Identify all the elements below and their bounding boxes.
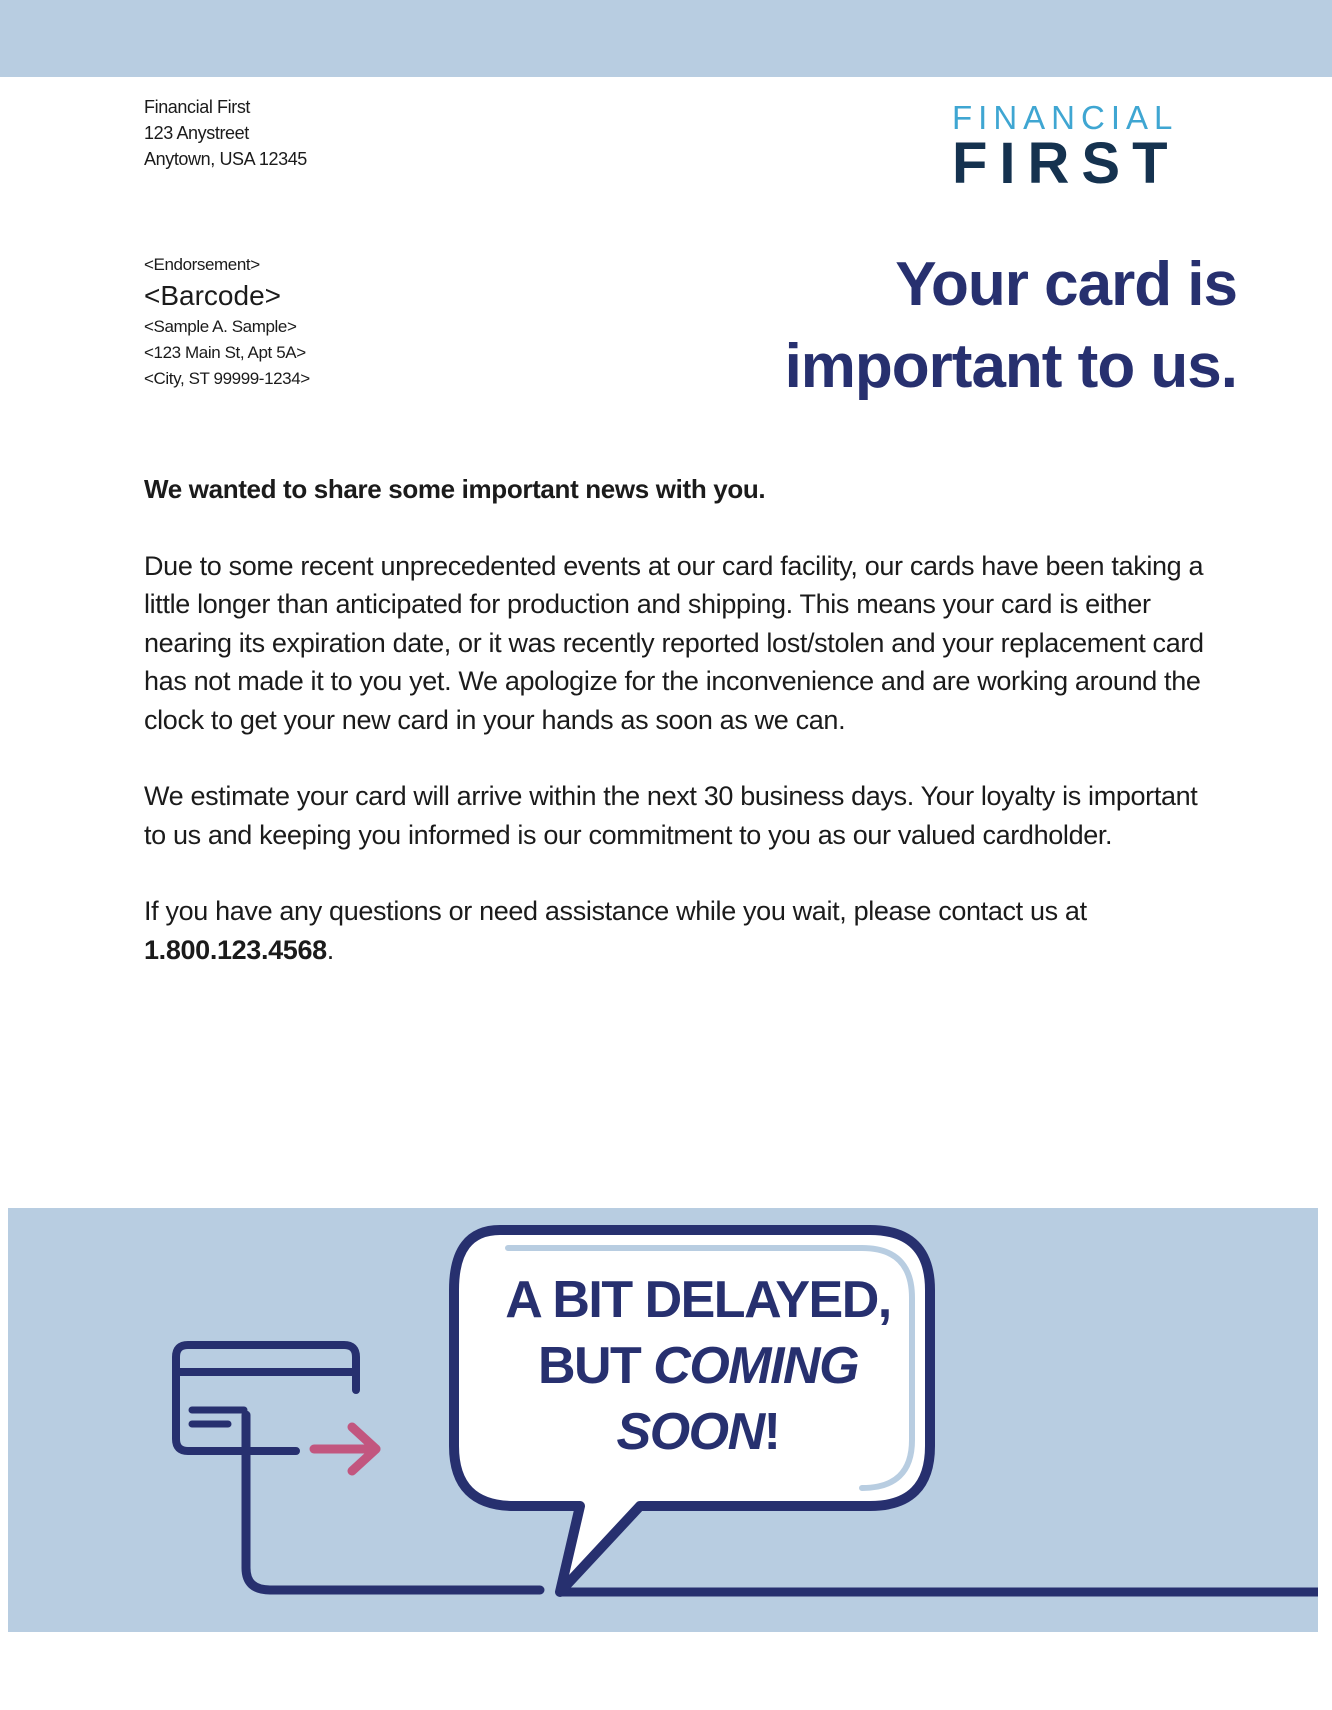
bubble-line2 bbox=[478, 1333, 918, 1399]
paragraph-delay: Due to some recent unprecedented events at our card facility, our cards have been taking a little longer than anticipated for production and shipping. This means your card is either nearing its expiration date, or it was recently reported lost/stolen and your replacement card has not made it to you yet. We apologize for the inconvenience and are working around the clock to get your new card in your hands as soon as we can. bbox=[144, 550, 1204, 735]
bubble-line3-soon: SOON bbox=[616, 1403, 764, 1461]
recipient-address-line2: <City, ST 99999-1234> bbox=[144, 369, 310, 388]
headline-line2: important to us. bbox=[784, 332, 1237, 401]
contact-text: If you have any questions or need assistance while you wait, please contact us at bbox=[144, 896, 1087, 926]
headline-line1: Your card is bbox=[895, 250, 1237, 319]
bubble-message bbox=[478, 1267, 918, 1465]
logo-wordmark-top: FINANCIAL bbox=[952, 99, 1179, 136]
bubble-line2-but: BUT bbox=[537, 1337, 654, 1395]
recipient-name: <Sample A. Sample> bbox=[144, 317, 297, 336]
recipient-address-line1: <123 Main St, Apt 5A> bbox=[144, 343, 306, 362]
lead-sentence: We wanted to share some important news with you. bbox=[144, 474, 766, 504]
credit-card-icon bbox=[176, 1345, 356, 1451]
sender-name: Financial First bbox=[144, 97, 251, 117]
phone-number: 1.800.123.4568 bbox=[144, 934, 327, 965]
bubble-line3 bbox=[478, 1399, 918, 1465]
bubble-line3-exclaim: ! bbox=[763, 1403, 780, 1461]
paragraph-estimate: We estimate your card will arrive within the next 30 business days. Your loyalty is important to us and keeping you informed is our commitment to you as our valued cardholder. bbox=[144, 781, 1198, 850]
logo-wordmark-bottom: FIRST bbox=[952, 131, 1180, 196]
endorsement: <Endorsement> bbox=[144, 255, 260, 274]
sender-city: Anytown, USA 12345 bbox=[144, 149, 307, 169]
bubble-line2-coming: COMING bbox=[653, 1337, 859, 1395]
contact-period: . bbox=[326, 934, 334, 965]
sender-street: 123 Anystreet bbox=[144, 123, 249, 143]
barcode-placeholder: <Barcode> bbox=[144, 280, 281, 311]
arrow-right-icon bbox=[314, 1427, 376, 1471]
bubble-line1: A BIT DELAYED, bbox=[505, 1271, 891, 1329]
